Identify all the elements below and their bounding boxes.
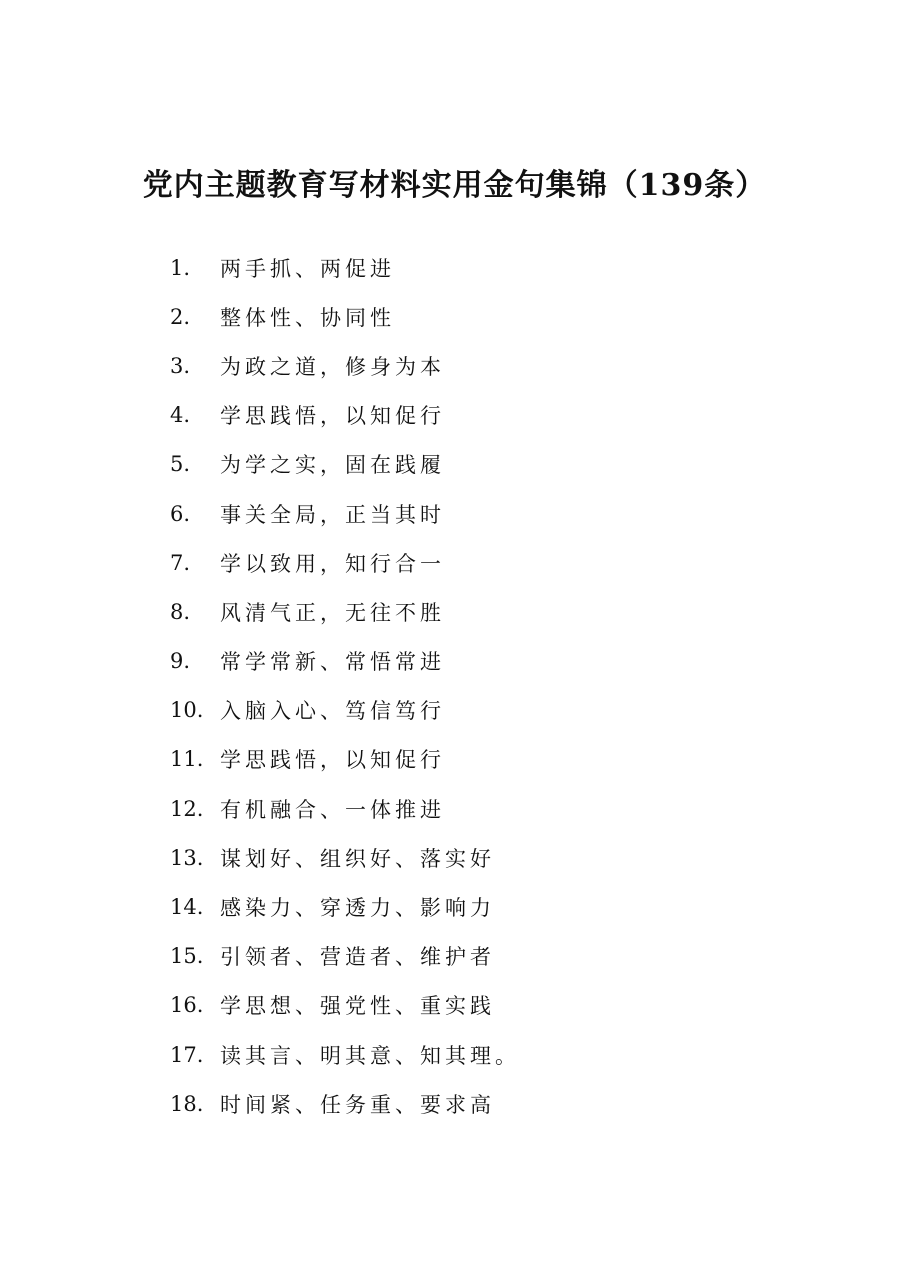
item-text: 有机融合、一体推进 — [220, 797, 445, 822]
item-text: 学思践悟，以知促行 — [220, 404, 445, 429]
item-number: 10. — [170, 698, 204, 723]
list-item — [170, 1079, 770, 1128]
item-number: 12. — [170, 796, 204, 821]
item-number: 5. — [170, 452, 191, 477]
list-item — [170, 833, 770, 882]
item-text: 学思想、强党性、重实践 — [220, 994, 495, 1019]
item-number: 16. — [170, 993, 204, 1018]
item-number: 3. — [170, 353, 191, 378]
item-text: 常学常新、常悟常进 — [220, 650, 445, 675]
list-item — [170, 981, 770, 1030]
list-item — [170, 1030, 770, 1079]
document-title: 党内主题教育写材料实用金句集锦（139条） — [142, 168, 767, 203]
item-text: 时间紧、任务重、要求高 — [220, 1092, 495, 1117]
quote-list — [170, 243, 770, 1128]
item-text: 两手抓、两促进 — [220, 256, 395, 281]
item-number: 9. — [170, 649, 191, 674]
list-item — [170, 538, 770, 587]
item-text: 学以致用，知行合一 — [220, 551, 445, 576]
item-number: 18. — [170, 1091, 204, 1116]
list-item — [170, 784, 770, 833]
item-number: 2. — [170, 304, 191, 329]
item-text: 风清气正，无往不胜 — [220, 600, 445, 625]
item-number: 8. — [170, 599, 191, 624]
item-text: 为政之道，修身为本 — [220, 354, 445, 379]
item-number: 15. — [170, 944, 204, 969]
item-text: 感染力、穿透力、影响力 — [220, 896, 495, 921]
item-number: 4. — [170, 403, 191, 428]
item-number: 11. — [170, 747, 204, 772]
item-text: 学思践悟，以知促行 — [220, 748, 445, 773]
list-item — [170, 882, 770, 931]
item-text: 谋划好、组织好、落实好 — [220, 846, 495, 871]
list-item — [170, 735, 770, 784]
list-item — [170, 391, 770, 440]
item-number: 13. — [170, 845, 204, 870]
list-item — [170, 637, 770, 686]
item-text: 事关全局，正当其时 — [220, 502, 445, 527]
item-number: 6. — [170, 501, 191, 526]
list-item — [170, 292, 770, 341]
item-text: 读其言、明其意、知其理。 — [220, 1043, 520, 1068]
list-item — [170, 686, 770, 735]
list-item — [170, 341, 770, 390]
item-number: 17. — [170, 1042, 204, 1067]
list-item — [170, 587, 770, 636]
item-number: 1. — [170, 255, 191, 280]
item-text: 为学之实，固在践履 — [220, 453, 445, 478]
item-text: 引领者、营造者、维护者 — [220, 945, 495, 970]
item-number: 14. — [170, 895, 204, 920]
list-item — [170, 243, 770, 292]
item-text: 入脑入心、笃信笃行 — [220, 699, 445, 724]
item-text: 整体性、协同性 — [220, 305, 395, 330]
list-item — [170, 489, 770, 538]
item-number: 7. — [170, 550, 191, 575]
list-item — [170, 932, 770, 981]
list-item — [170, 440, 770, 489]
